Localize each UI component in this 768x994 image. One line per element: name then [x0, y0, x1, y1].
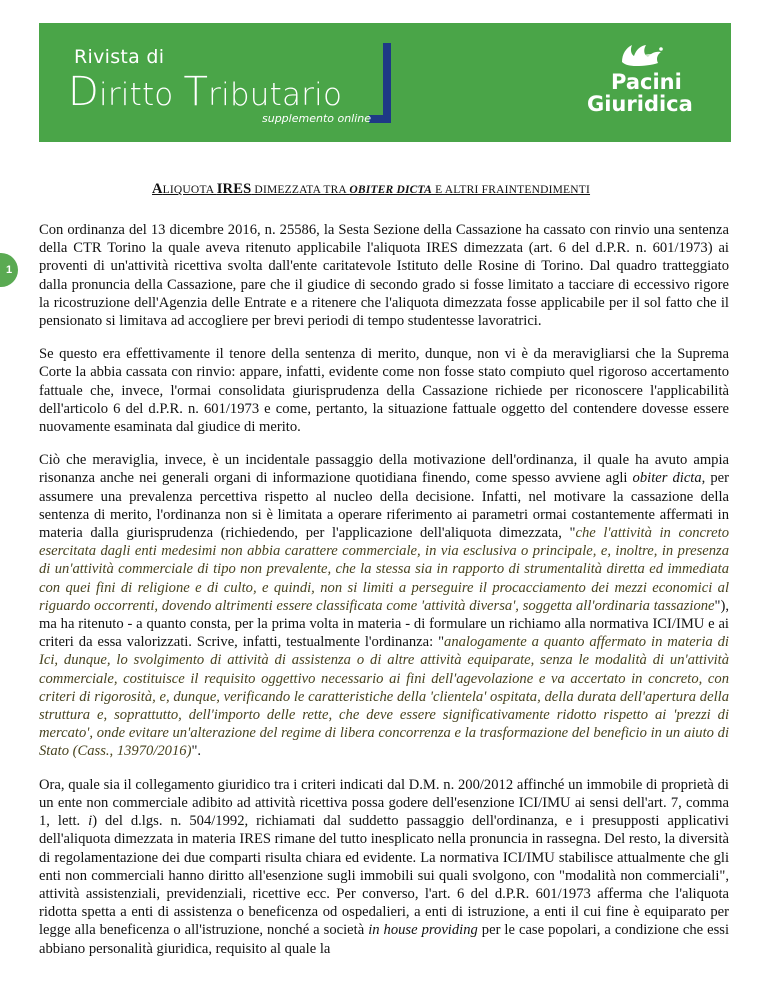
paragraph-1: Con ordinanza del 13 dicembre 2016, n. 25586, la Sesta Sezione della Cassazione ha cassato con rinvio una sentenza della CTR Torino la quale aveva ritenuto applicabile l'aliquota IRES dimezzata (art. 6 del d.P.R. n. 601/1973) ai proventi di un'attività ricettiva svolta dall'ente caritatevole Istituto delle Rosine di Torino. Dal quadro tratteggiato dalla pronuncia della Cassazione, pare che il giudice di secondo grado si fosse limitato a tacciare di eccessivo rigore la ricostruzione dell'Agenzia delle Entrate e a ritenere che l'aliquota dimezzata fosse applicabile per il sol fatto che il pensionato si limitava ad accogliere per brevi periodi di tempo studentesse lavoratrici.	[39, 222, 729, 330]
paragraph-3	[39, 451, 729, 760]
journal-prefix: Rivista di	[74, 46, 165, 68]
publisher-name-line-2: Giuridica	[587, 92, 693, 116]
journal-title-initial-t: T	[183, 69, 209, 115]
paragraph-4-in-house: in house providing	[368, 922, 478, 939]
paragraph-3-obiter-dicta: obiter dicta	[632, 470, 702, 487]
paragraph-3-text-a: Ciò che meraviglia, invece, è un incidentale passaggio della motivazione dell'ordinanza, il quale ha avuto ampia risonanza anche nei generali organi di informazione quotidiana finendo, come spesso avviene agli	[39, 452, 729, 487]
journal-title-part-1: iritto	[99, 77, 184, 113]
paragraph-3-quote-1: che l'attività in concreto esercitata dagli enti medesimi non abbia carattere commerciale, in via esclusiva o principale, e, inoltre, in presenza di un'attività commerciale di tipo non prevalente, che la stessa sia in rapporto di strumentalità diretta ed immediata con quei fini di religione e di culto, e quindi, non si limiti a perseguire il procacciamento dei mezzi economici al riguardo occorrenti, dovendo altrimenti essere classificata come 'attività diversa', soggetta all'ordinaria tassazione	[39, 525, 729, 614]
paragraph-4-letter-i: i	[88, 813, 93, 830]
journal-title	[68, 69, 343, 115]
journal-title-part-2: ributario	[208, 77, 343, 113]
title-part-3: E ALTRI FRAINTENDIMENTI	[432, 184, 591, 196]
page-number-tab: 1	[0, 253, 18, 287]
journal-supplement: supplemento online	[262, 112, 372, 125]
paragraph-3-text-c: , per assumere una prevalenza percettiva rispetto al nucleo della decisione. Infatti, nel motivare la cassazione della sentenza di merito, l'ordinanza non si è limitata a operare riferimento ai parametri ormai costantemente affermati in materia dalla giurisprudenza (richiedendo, per l'applicazione dell'aliquota dimezzata, "	[39, 470, 729, 542]
title-ires: IRES	[216, 181, 252, 197]
title-part-2: DIMEZZATA TRA	[251, 184, 350, 196]
paragraph-4-text-e: per le case popolari, a condizione che essi abbiano personalità giuridica, requisito al quale la	[39, 922, 729, 957]
paragraph-3-quote-2: analogamente a quanto affermato in materia di Ici, dunque, lo svolgimento di attività di assistenza o di altre attività equiparate, senza le modalità di un'attività commerciale, costituisce il requisito oggettivo necessario ai fini dell'agevolazione e va accertato in concreto, con criteri di rigorosità, e, dunque, verificando le caratteristiche della 'clientela' ospitata, della durata dell'apertura della struttura e, soprattutto, dell'importo delle rette, che deve essere significativamente ridotto rispetto ai 'prezzi di mercato', onde evitare un'alterazione del regime di libera concorrenza e la trasformazione del beneficio in un aiuto di Stato (Cass., 13970/2016)	[39, 634, 729, 760]
title-obiter-dicta: OBITER DICTA	[349, 184, 432, 196]
journal-title-initial-d: D	[68, 69, 100, 115]
title-small-cap-initial: A	[152, 181, 163, 197]
article-title	[152, 181, 712, 198]
paragraph-2: Se questo era effettivamente il tenore della sentenza di merito, dunque, non vi è da meravigliarsi che la Suprema Corte la abbia cassata con rinvio: appare, infatti, evidente come non fosse stato compiuto quel rigoroso accertamento fattuale che, invece, l'ormai consolidata giurisprudenza della Cassazione richiede per riconoscere l'applicabilità dell'articolo 6 del d.P.R. n. 601/1973 e come, pertanto, la situazione fattuale oggetto del contendere dovesse essere nuovamente esaminata dal giudice di merito.	[39, 346, 729, 436]
paragraph-3-text-e: "), ma ha ritenuto - a quanto consta, per la prima volta in materia - di formulare un richiamo alla normativa ICI/IMU e ai criteri da essa valorizzati. Scrive, infatti, testualmente l'ordinanza: "	[39, 597, 729, 651]
paragraph-4	[39, 776, 729, 958]
publisher-name-line-1: Pacini	[611, 70, 682, 94]
paragraph-4-text-a: Ora, quale sia il collegamento giuridico tra i criteri indicati dal D.M. n. 200/2012 affinché un immobile di proprietà di un ente non commerciale adibito ad attività ricettiva possa godere dell'esenzione ICI/IMU ai sensi dell'art. 7, comma 1, lett.	[39, 776, 729, 830]
bracket-decoration	[383, 43, 391, 123]
bracket-foot-decoration	[369, 115, 391, 123]
paragraph-4-text-c: ) del d.lgs. n. 504/1992, richiamati dal suddetto passaggio dell'ordinanza, e i presupposti applicativi dell'aliquota dimezzata in materia IRES rimane del tutto inesplicato nella pronuncia in rassegna. Del resto, la diversità di regolamentazione dei due comparti risulta chiara ed evidente. La normativa ICI/IMU stabilisce attualmente che gli enti non commerciali hanno diritto all'esenzione sugli immobili sui quali svolgono, con "modalità non commerciali", attività assistenziali, previdenziali, ricettive ecc. Per converso, l'art. 6 del d.P.R. 601/1973 afferma che l'aliquota ridotta spetta a enti di assistenza o beneficenza od ospedalieri, a enti di istruzione, a enti il cui fine è equiparato per legge alla beneficenza o all'istruzione, nonché a società	[39, 813, 729, 939]
title-part-1: LIQUOTA	[162, 184, 217, 196]
paragraph-3-text-g: ".	[191, 743, 202, 760]
article-body	[39, 221, 729, 973]
